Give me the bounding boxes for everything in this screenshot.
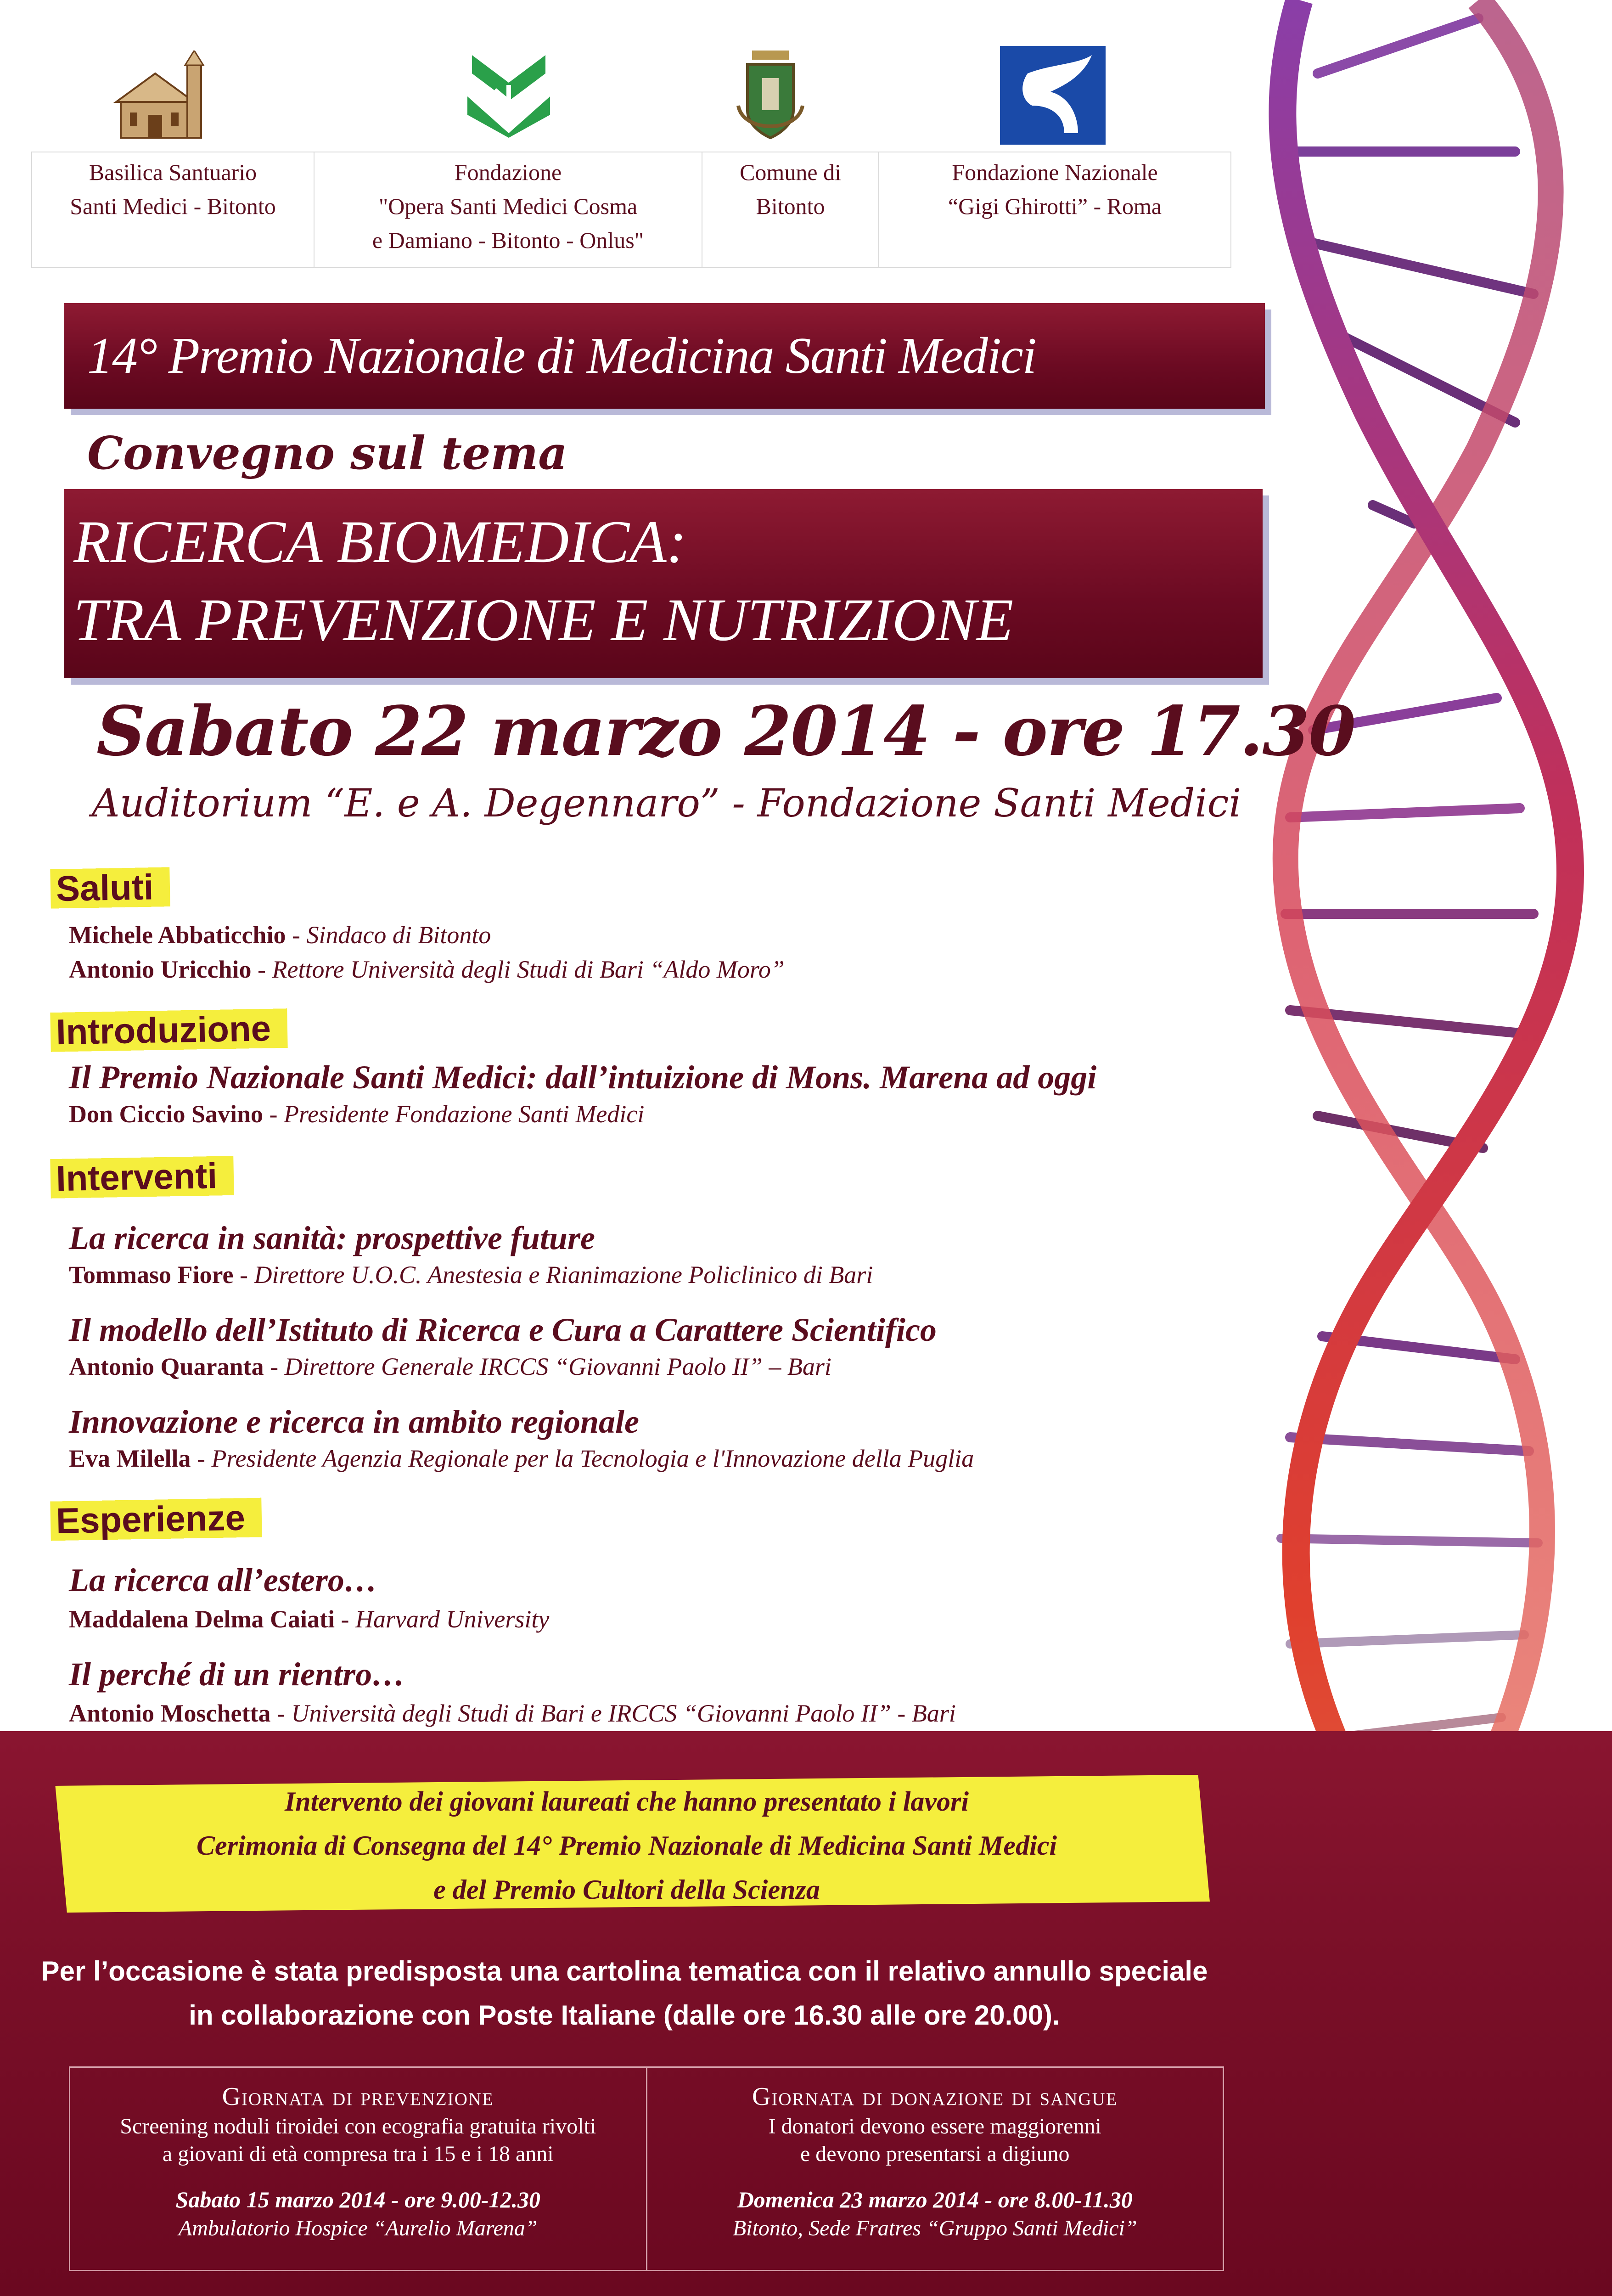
theme-line-2: TRA PREVENZIONE E NUTRIZIONE — [73, 586, 1014, 653]
prevention-day-box: Giornata di prevenzione Screening noduli tiroidei con ecografia gratuita rivolti a giovani di età compresa tra i 15 e i 18 anni Sabato 15 marzo 2014 - ore 9.00-12.30 Ambulatorio Hospice “Aurelio Marena” — [70, 2068, 647, 2270]
convegno-label: Convegno sul tema — [87, 427, 567, 480]
section-saluti: Saluti — [50, 862, 170, 914]
theme-line-1: RICERCA BIOMEDICA: — [73, 508, 687, 575]
speaker-row: Michele Abbaticchio - Sindaco di Bitonto — [69, 921, 491, 949]
talk-title: La ricerca all’estero… — [69, 1562, 377, 1598]
gigi-ghirotti-logo — [1000, 46, 1106, 145]
blood-donation-box: Giornata di donazione di sangue I donatori devono essere maggiorenni e devono presentarsi a digiuno Domenica 23 marzo 2014 - ore 8.00-11.30 Bitonto, Sede Fratres “Gruppo Santi Medici” — [732, 2082, 1137, 2240]
organizers-header — [31, 37, 1230, 271]
side-events — [69, 2066, 1224, 2271]
organizer-fondazione-opera: Fondazione "Opera Santi Medici Cosma e Damiano - Bitonto - Onlus" — [315, 152, 702, 267]
premio-banner — [64, 303, 1265, 409]
talk-title: Il Premio Nazionale Santi Medici: dall’intuizione di Mons. Marena ad oggi — [69, 1059, 1097, 1096]
talk-title: Il perché di un rientro… — [69, 1656, 405, 1693]
comune-bitonto-crest — [734, 41, 807, 147]
talk-title: La ricerca in sanità: prospettive future — [69, 1220, 595, 1256]
speaker-row: Tommaso Fiore - Direttore U.O.C. Anestesia e Rianimazione Policlinico di Bari — [69, 1261, 873, 1289]
event-date: Sabato 22 marzo 2014 - ore 17.30 — [96, 691, 1355, 771]
section-esperienze: Esperienze — [50, 1493, 262, 1546]
speaker-row: Antonio Moschetta - Università degli Studi di Bari e IRCCS “Giovanni Paolo II” - Bari — [69, 1699, 956, 1727]
speaker-row: Eva Milella - Presidente Agenzia Regionale per la Tecnologia e l'Innovazione della Puglia — [69, 1445, 974, 1472]
event-venue: Auditorium “E. e A. Degennaro” - Fondazione Santi Medici — [92, 781, 1241, 826]
cartolina-note: Per l’occasione è stata predisposta una cartolina tematica con il relativo annullo speciale in collaborazione con Poste Italiane (dalle ore 16.30 alle ore 20.00). — [41, 1956, 1208, 2031]
organizer-basilica: Basilica Santuario Santi Medici - Bitonto — [32, 152, 315, 267]
theme-banner — [64, 489, 1263, 678]
premio-title: 14° Premio Nazionale di Medicina Santi Medici — [87, 327, 1036, 384]
basilica-logo — [112, 51, 208, 142]
fondazione-opera-logo — [458, 46, 559, 138]
section-introduzione: Introduzione — [50, 1004, 288, 1057]
organizer-gigi-ghirotti: Fondazione Nazionale “Gigi Ghirotti” - Roma — [948, 159, 1162, 219]
organizer-comune: Comune di Bitonto — [702, 152, 879, 267]
speaker-row: Don Ciccio Savino - Presidente Fondazione Santi Medici — [69, 1100, 645, 1128]
organizers-table — [31, 152, 1231, 268]
talk-title: Innovazione e ricerca in ambito regionale — [69, 1403, 639, 1440]
talk-title: Il modello dell’Istituto di Ricerca e Cura a Carattere Scientifico — [69, 1311, 937, 1348]
ceremony-text: Intervento dei giovani laureati che hanno presentato i lavori Cerimonia di Consegna del 14° Premio Nazionale di Medicina Santi Medici e del Premio Cultori della Scienza — [196, 1786, 1057, 1905]
section-interventi: Interventi — [50, 1151, 234, 1204]
speaker-row: Antonio Quaranta - Direttore Generale IRCCS “Giovanni Paolo II” – Bari — [69, 1353, 831, 1380]
speaker-row: Maddalena Delma Caiati - Harvard University — [69, 1605, 550, 1633]
speaker-row: Antonio Uricchio - Rettore Università degli Studi di Bari “Aldo Moro” — [69, 956, 785, 983]
